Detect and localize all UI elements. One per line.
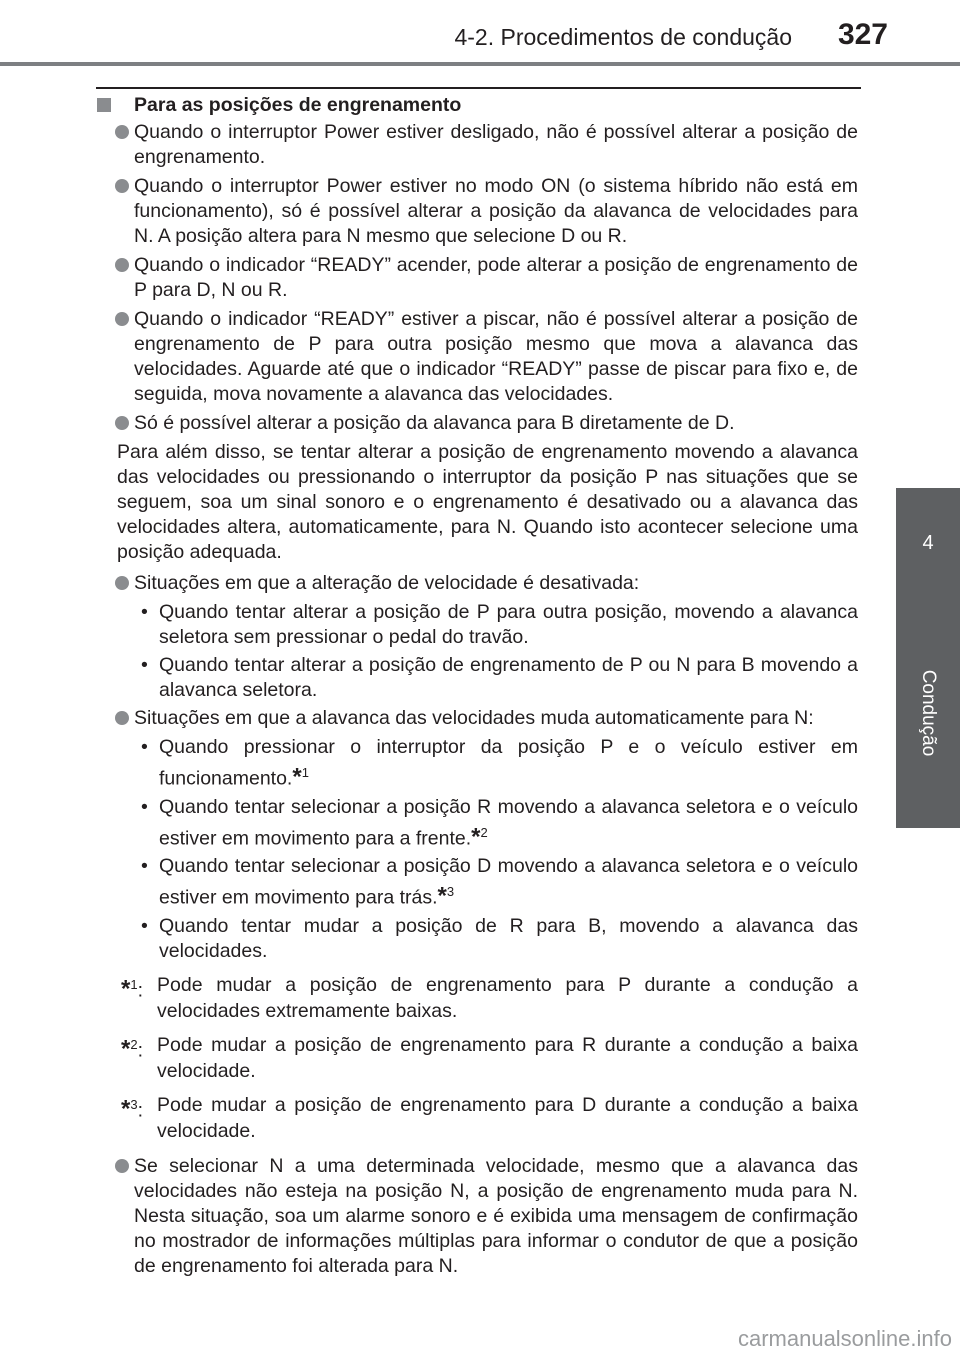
footnote: *$^1$: Pode mudar a posição de engrenamento para P durante a condução a velocidades extremamente baixas. [121, 973, 858, 1022]
footnote-marker: *$^1$: [121, 975, 143, 1002]
heading-text: Para as posições de engrenamento [134, 94, 462, 116]
footnote-star-icon: * [121, 975, 131, 1002]
section-heading [117, 93, 858, 118]
footnote-star-icon: * [121, 1035, 131, 1062]
section-rule [96, 87, 861, 89]
body-paragraph: Para além disso, se tentar alterar a posição de engrenamento movendo a alavanca das velocidades ou pressionando o interruptor da posição P nas situações que se seguem, soa um sinal sonoro e o engrenamento é desativado ou a alavanca das velocidades altera, automaticamente, para N. Quando isto acontecer selecione uma posição adequada. [117, 441, 858, 563]
bullet-item: Quando o indicador “READY” estiver a piscar, não é possível alterar a posição de engrenamento de P para outra posição mesmo que mova a alavanca das velocidades. Aguarde até que o indicador “READY” passe de piscar para fixo e, de seguida, mova novamente a alavanca das velocidades. [117, 307, 858, 407]
section-title: 4-2. Procedimentos de condução [454, 24, 792, 50]
bullet-dot-icon [115, 258, 129, 272]
sub-bullet-icon: • [141, 654, 148, 676]
footnote-marker: *$^3$: [121, 1095, 143, 1122]
chapter-tab [896, 598, 960, 828]
sub-bullet-icon: • [141, 736, 148, 758]
sub-item: • Quando tentar selecionar a posição D movendo a alavanca seletora e o veículo estiver em movimento para trás.*$^3$ [141, 855, 858, 910]
sub-bullet-icon: • [141, 914, 148, 937]
sub-item: • Quando pressionar o interruptor da posição P e o veículo estiver em funcionamento.*$^1$ [141, 736, 858, 791]
footnote-star-icon: * [121, 1095, 131, 1122]
footnote-ref: 1 [301, 765, 309, 780]
footnote-star-icon: * [437, 882, 447, 910]
bullet-dot-icon [115, 1159, 129, 1173]
footnote-star-icon: * [292, 763, 302, 791]
chapter-number: 4 [922, 531, 934, 554]
bullet-dot-icon [115, 179, 129, 193]
sub-bullet-icon: • [141, 601, 148, 623]
footnote: *$^2$: Pode mudar a posição de engrenamento para R durante a condução a baixa velocidade. [121, 1033, 858, 1082]
bullet-item: Situações em que a alavanca das velocidades muda automaticamente para N: [117, 706, 858, 731]
footnote-star-icon: * [471, 823, 481, 850]
sub-bullet-icon: • [141, 795, 148, 818]
bullet-item: Se selecionar N a uma determinada velocidade, mesmo que a alavanca das velocidades não esteja na posição N, a posição de engrenamento muda para N. Nesta situação, soa um alarme sonoro e é exibida uma mensagem de confirmação no mostrador de informações múltiplas para informar o condutor de que a posição de engrenamento foi alterada para N. [117, 1154, 858, 1279]
chapter-label: Condução [918, 669, 939, 757]
bullet-dot-icon [115, 125, 129, 139]
square-bullet-icon [97, 98, 111, 112]
bullet-item: Quando o interruptor Power estiver no modo ON (o sistema híbrido não está em funcionamento), só é possível alterar a posição da alavanca de velocidades para N. A posição altera para N mesmo que selecione D ou R. [117, 174, 858, 249]
footnote-ref: 2 [480, 824, 488, 840]
bullet-item: Só é possível alterar a posição da alavanca para B diretamente de D. [117, 411, 858, 436]
footnote-ref: 3 [446, 884, 455, 899]
bullet-dot-icon [115, 416, 129, 430]
sub-bullet-icon: • [141, 855, 148, 877]
watermark: carmanualsonline.info [737, 1326, 952, 1351]
bullet-item: Quando o interruptor Power estiver desligado, não é possível alterar a posição de engrenamento. [117, 120, 858, 170]
footnote: *$^3$: Pode mudar a posição de engrenamento para D durante a condução a baixa velocidade. [121, 1093, 858, 1142]
bullet-item: Quando o indicador “READY” acender, pode alterar a posição de engrenamento de P para D, N ou R. [117, 253, 858, 303]
page-number: 327 [837, 18, 888, 51]
sub-item: • Quando tentar alterar a posição de engrenamento de P ou N para B movendo a alavanca seletora. [141, 654, 858, 701]
bullet-item: Situações em que a alteração de velocidade é desativada: [117, 571, 858, 596]
chapter-tab-number [896, 488, 960, 598]
sub-item: • Quando tentar mudar a posição de R para B, movendo a alavanca das velocidades. [141, 914, 858, 962]
sub-item: • Quando tentar selecionar a posição R movendo a alavanca seletora e o veículo estiver em movimento para a frente.*$^2$ [141, 795, 858, 850]
sub-item: • Quando tentar alterar a posição de P para outra posição, movendo a alavanca seletora sem pressionar o pedal do travão. [141, 601, 858, 648]
bullet-dot-icon [115, 312, 129, 326]
bullet-dot-icon [115, 576, 129, 590]
page-content [117, 93, 858, 1283]
bullet-dot-icon [115, 711, 129, 725]
footnote-marker: *$^2$: [121, 1035, 143, 1062]
header-rule [0, 62, 960, 66]
